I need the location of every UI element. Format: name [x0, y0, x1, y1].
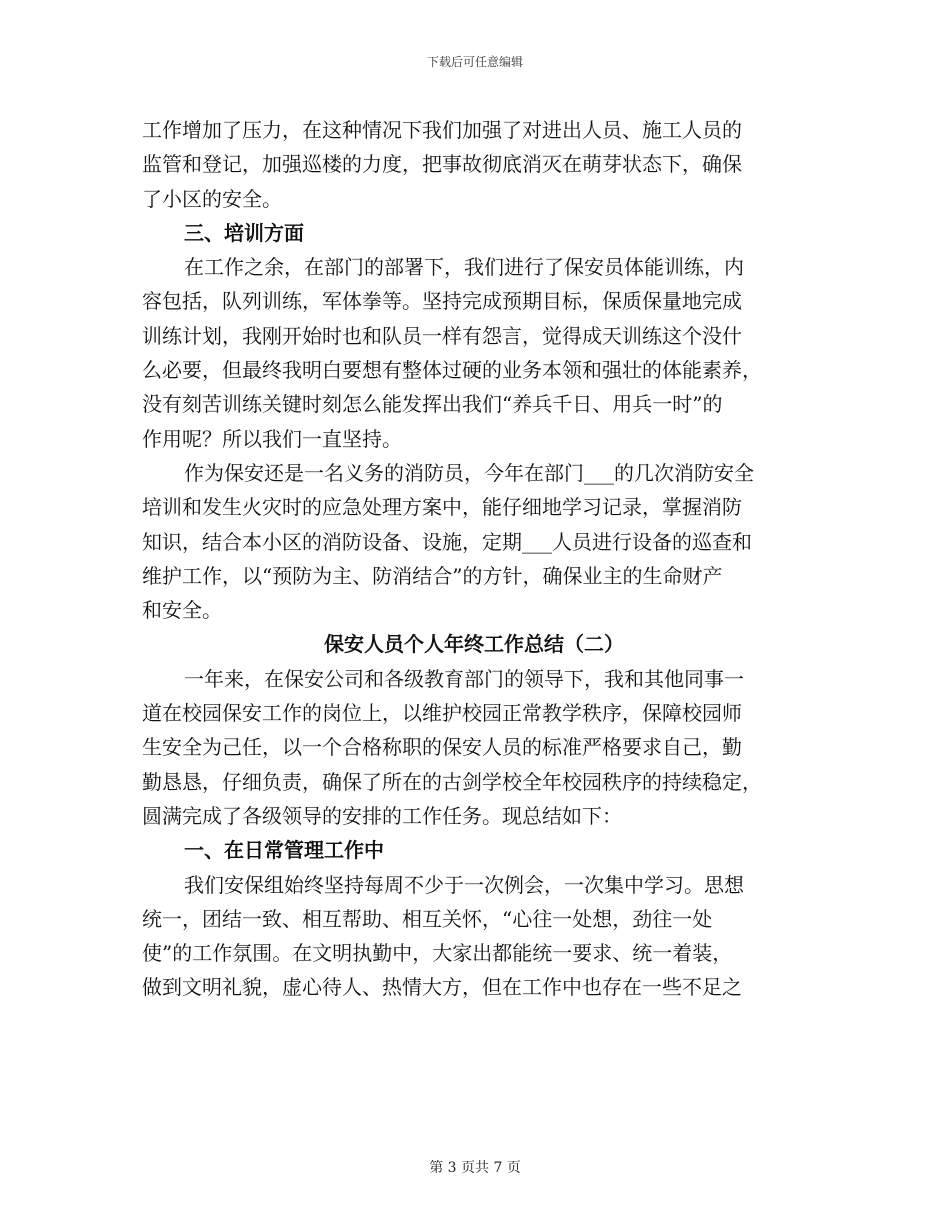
paragraph-first-line: 作为保安还是一名义务的消防员，今年在部门___的几次消防安全 — [184, 460, 754, 485]
text-line: 工作增加了压力，在这种情况下我们加强了对进出人员、施工人员的 — [142, 118, 742, 142]
paragraph-first-line: 我们安保组始终坚持每周不少于一次例会，一次集中学习。思想 — [184, 872, 744, 897]
text-line: 圆满完成了各级领导的安排的工作任务。现总结如下： — [142, 803, 622, 828]
section-heading: 一、在日常管理工作中 — [184, 838, 384, 863]
text-line: 了小区的安全。 — [142, 186, 282, 211]
page-footer: 第 3 页共 7 页 — [429, 1160, 521, 1176]
text-line: 没有刻苦训练关键时刻怎么能发挥出我们“养兵千日、用兵一时”的 — [142, 392, 723, 417]
text-line: 培训和发生火灾时的应急处理方案中，能仔细地学习记录，掌握消防 — [142, 495, 742, 520]
text-line: 维护工作，以“预防为主、防消结合”的方针，确保业主的生命财产 — [142, 563, 723, 588]
document-body — [142, 113, 806, 1005]
text-line: 作用呢？所以我们一直坚持。 — [142, 426, 402, 451]
section-title: 保安人员个人年终工作总结（二） — [324, 632, 624, 657]
text-line: 监管和登记，加强巡楼的力度，把事故彻底消灭在萌芽状态下，确保 — [142, 152, 742, 177]
text-line: 道在校园保安工作的岗位上，以维护校园正常教学秩序，保障校园师 — [142, 701, 742, 726]
section-heading: 三、培训方面 — [184, 220, 304, 245]
paragraph-first-line: 一年来，在保安公司和各级教育部门的领导下，我和其他同事一 — [184, 666, 744, 691]
text-line: 生安全为己任，以一个合格称职的保安人员的标准严格要求自己，勤 — [142, 735, 742, 760]
text-line: 做到文明礼貌，虚心待人、热情大方，但在工作中也存在一些不足之 — [142, 975, 742, 1000]
text-line: 么必要，但最终我明白要想有整体过硬的业务本领和强壮的体能素养， — [142, 358, 762, 383]
text-line: 统一，团结一致、相互帮助、相互关怀，“心往一处想，劲往一处 — [142, 906, 713, 931]
text-line: 知识，结合本小区的消防设备、设施，定期___人员进行设备的巡查和 — [142, 529, 752, 554]
text-line: 使”的工作氛围。在文明执勤中，大家出都能统一要求、统一着装， — [142, 941, 733, 966]
paragraph-first-line: 在工作之余，在部门的部署下，我们进行了保安员体能训练，内 — [184, 255, 744, 280]
text-line: 容包括，队列训练，军体拳等。坚持完成预期目标，保质保量地完成 — [142, 289, 742, 314]
text-line: 训练计划，我刚开始时也和队员一样有怨言，觉得成天训练这个没什 — [142, 323, 742, 348]
page-header: 下载后可任意编辑 — [426, 55, 523, 69]
text-line: 勤恳恳，仔细负责，确保了所在的古剑学校全年校园秩序的持续稳定， — [142, 769, 762, 794]
text-line: 和安全。 — [142, 598, 222, 623]
